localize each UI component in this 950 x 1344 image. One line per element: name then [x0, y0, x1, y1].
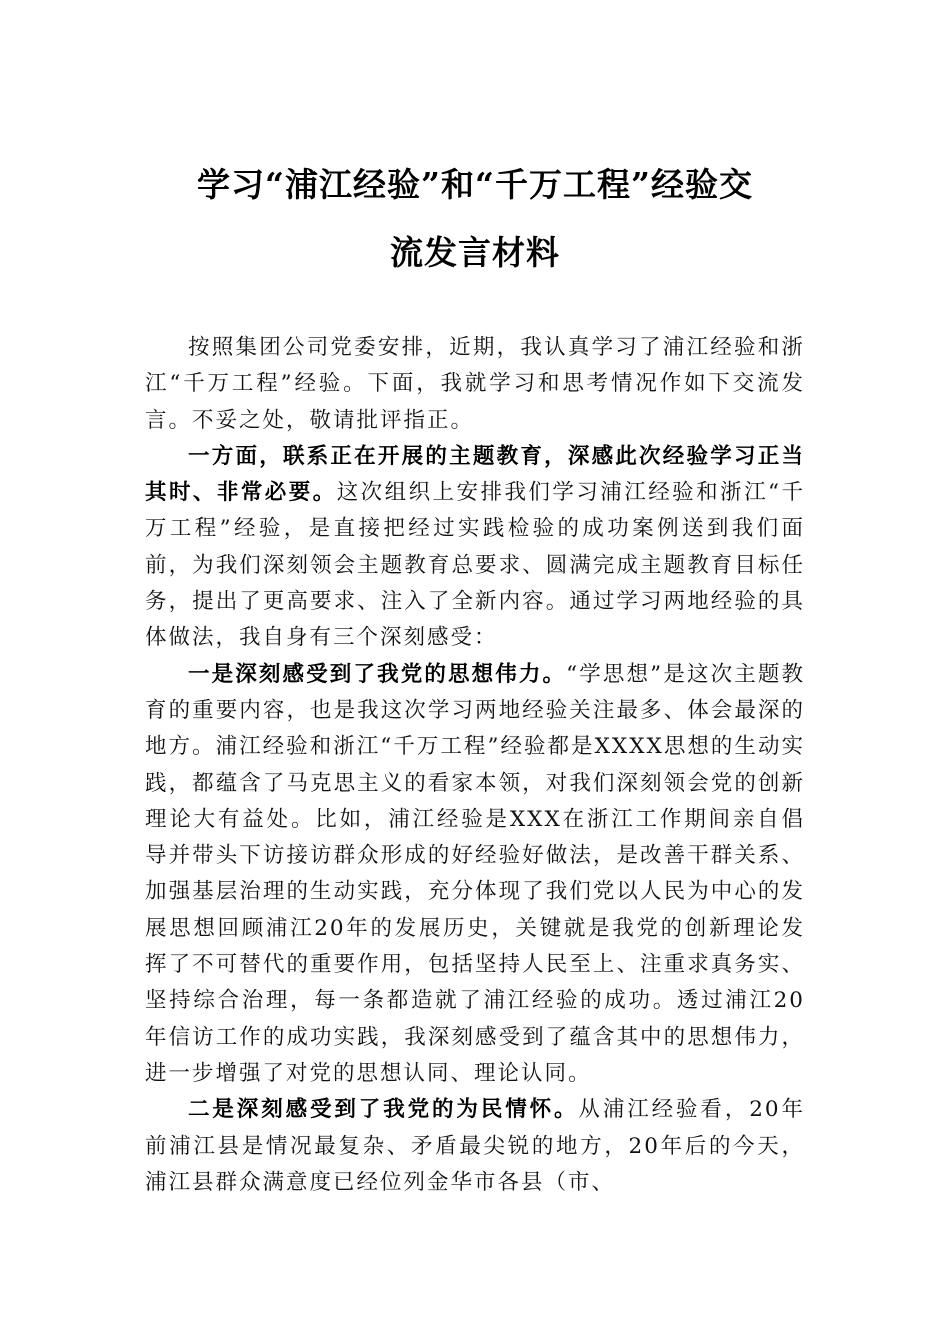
- paragraph-text: “学思想”是这次主题教育的重要内容，也是我这次学习两地经验关注最多、体会最深的地方。浦江经验和浙江“千万工程”经验都是XXXX思想的生动实践，都蕴含了马克思主义的看家本领，对我们深刻领会党的创新理论大有益处。比如，浦江经验是XXX在浙江工作期间亲自倡导并带头下访接访群众形成的好经验好做法，是改善干群关系、加强基层治理的生动实践，充分体现了我们党以人民为中心的发展思想回顾浦江20年的发展历史，关键就是我党的创新理论发挥了不可替代的重要作用，包括坚持人民至上、注重求真务实、坚持综合治理，每一条都造就了浦江经验的成功。透过浦江20年信访工作的成功实践，我深刻感受到了蕴含其中的思想伟力，进一步增强了对党的思想认同、理论认同。: [145, 661, 805, 1086]
- paragraph-lead: 二是深刻感受到了我党的为民情怀。: [188, 1097, 579, 1123]
- paragraph-point-one: [145, 657, 805, 1093]
- document-body: [145, 330, 805, 1201]
- paragraph-intro: [145, 330, 805, 439]
- paragraph-lead: 一方面，联系正在开展的主题教育，深感此次经验学习正当其时、非常必要。: [145, 443, 805, 506]
- document-title-line-2: 流发言材料: [390, 233, 560, 272]
- document-title-line-1: 学习“浦江经验”和“千万工程”经验交: [197, 165, 753, 204]
- paragraph-point-overview: [145, 439, 805, 657]
- paragraph-lead: 一是深刻感受到了我党的思想伟力。: [188, 661, 567, 687]
- paragraph-text: 从浦江经验看，20年前浦江县是情况最复杂、矛盾最尖锐的地方，20年后的今天，浦江县群众满意度已经位列金华市各县（市、: [145, 1097, 805, 1195]
- paragraph-text: 这次组织上安排我们学习浦江经验和浙江“千万工程”经验，是直接把经过实践检验的成功案例送到我们面前，为我们深刻领会主题教育总要求、圆满完成主题教育目标任务，提出了更高要求、注入了全新内容。通过学习两地经验的具体做法，我自身有三个深刻感受：: [145, 480, 805, 651]
- paragraph-text: 按照集团公司党委安排，近期，我认真学习了浦江经验和浙江“千万工程”经验。下面，我就学习和思考情况作如下交流发言。不妥之处，敬请批评指正。: [145, 335, 805, 433]
- paragraph-point-two: [145, 1092, 805, 1201]
